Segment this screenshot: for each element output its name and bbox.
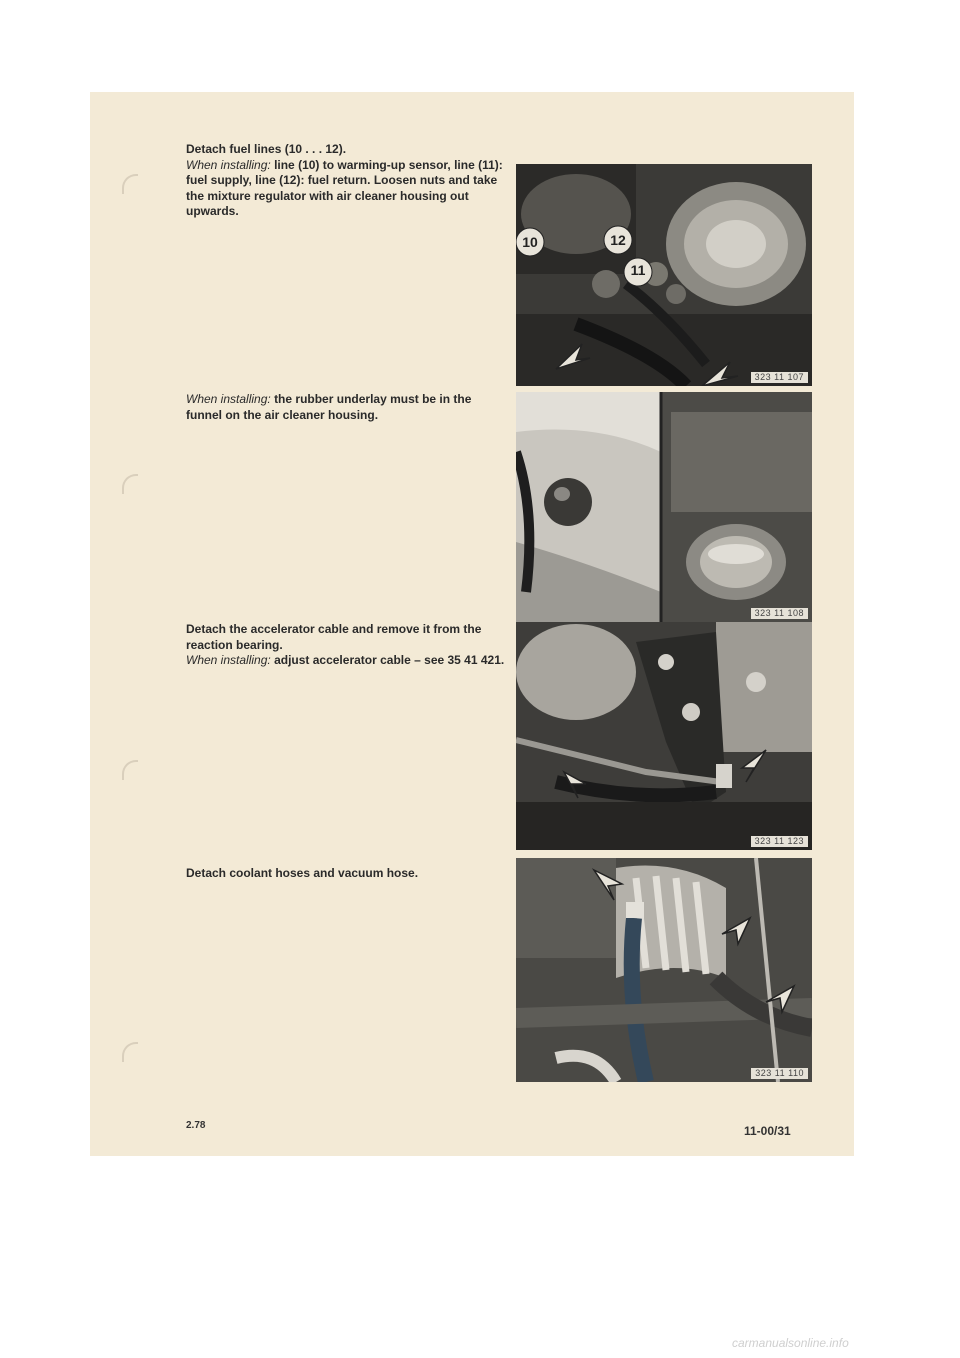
- callout-label: 10: [522, 234, 538, 250]
- instruction-lead: Detach the accelerator cable and remove it from the reaction bearing.: [186, 622, 482, 652]
- photo-coolant-hoses: [516, 858, 812, 1082]
- install-prefix: When installing:: [186, 157, 271, 172]
- photo-code: 323 11 110: [751, 1068, 808, 1079]
- install-text: adjust accelerator cable – see 35 41 421.: [274, 653, 505, 667]
- engine-photo-graphic: [516, 164, 812, 386]
- engine-photo-graphic: [516, 392, 812, 622]
- footer-date: 2.78: [186, 1120, 206, 1131]
- instruction-lead: Detach coolant hoses and vacuum hose.: [186, 866, 419, 880]
- install-prefix: When installing:: [186, 653, 271, 667]
- install-prefix: When installing:: [186, 392, 271, 406]
- instruction-block: [186, 142, 508, 220]
- instruction-lead: Detach fuel lines (10 . . . 12).: [186, 142, 347, 156]
- callout-label: 12: [610, 232, 626, 248]
- photo-rubber-underlay: [516, 392, 812, 622]
- photo-code: 323 11 123: [751, 836, 808, 847]
- instruction-block: [186, 866, 508, 882]
- binder-hole-mark: [122, 1042, 138, 1062]
- binder-hole-mark: [122, 174, 138, 194]
- install-text: line (10) to warming-up sensor, line (11): fuel supply, line (12): fuel return.: [186, 157, 503, 187]
- instruction-block: [186, 622, 508, 669]
- install-text: the rubber underlay must be in the funnel on the air cleaner housing.: [186, 392, 472, 422]
- instruction-block: [186, 392, 508, 423]
- photo-code: 323 11 107: [751, 372, 808, 383]
- photo-accelerator-cable: [516, 622, 812, 850]
- binder-hole-mark: [122, 474, 138, 494]
- engine-photo-graphic: [516, 858, 812, 1082]
- instruction-tail: Loosen nuts and take the mixture regulator with air cleaner housing out upwards.: [186, 173, 498, 218]
- photo-code: 323 11 108: [751, 608, 808, 619]
- binder-hole-mark: [122, 760, 138, 780]
- footer-page-ref: 11-00/31: [744, 1124, 791, 1138]
- photo-fuel-lines: [516, 164, 812, 386]
- watermark-text: carmanualsonline.info: [732, 1336, 849, 1350]
- callout-label: 11: [630, 262, 646, 278]
- engine-photo-graphic: [516, 622, 812, 850]
